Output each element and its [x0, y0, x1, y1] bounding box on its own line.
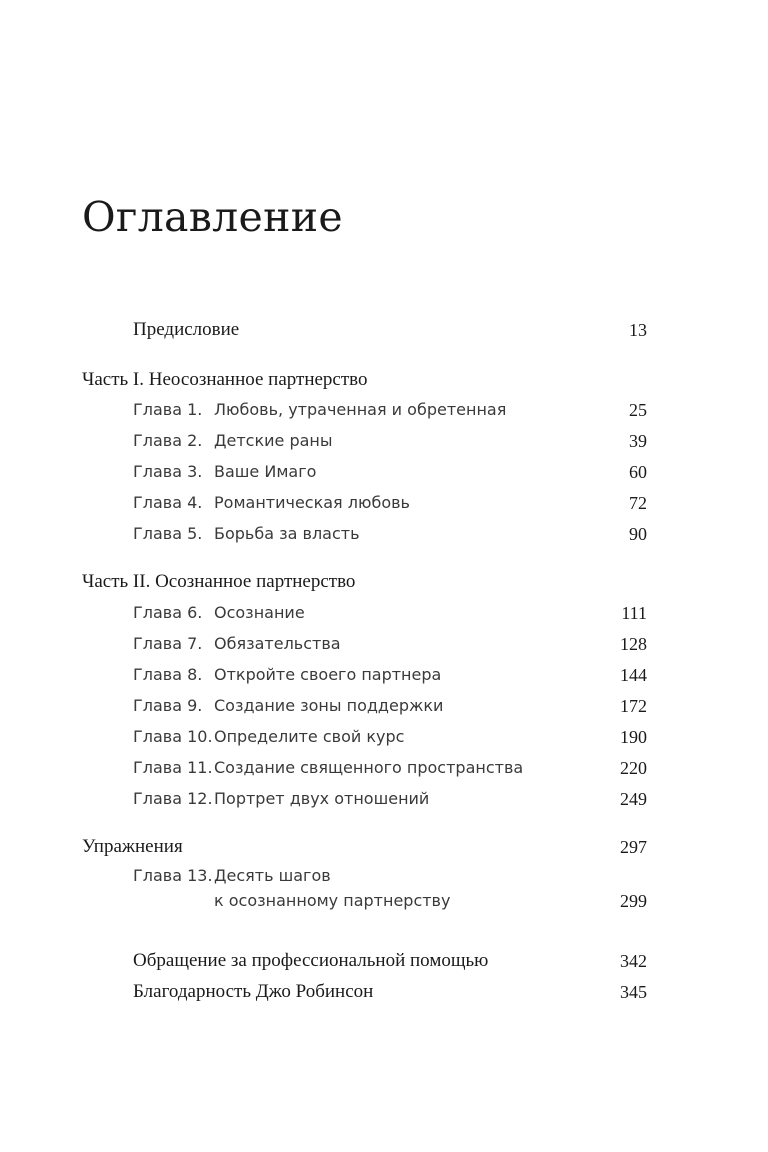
toc-entry-preface[interactable] [0, 318, 768, 342]
page-number: 128 [620, 634, 647, 654]
chapter-label: Глава 4. [133, 493, 203, 512]
page-number: 342 [620, 951, 647, 971]
chapter-label: Глава 10. [133, 727, 213, 746]
toc-chapter-13-continued[interactable] [0, 889, 768, 913]
toc-part-1[interactable] [0, 368, 768, 392]
page-title: Оглавление [82, 193, 343, 242]
chapter-title: Определите свой курс [214, 727, 405, 746]
chapter-title: Создание священного пространства [214, 758, 524, 777]
chapter-title: Откройте своего партнера [214, 665, 442, 684]
page-number: 144 [620, 665, 647, 685]
toc-chapter-1[interactable] [0, 398, 768, 422]
page-number: 25 [629, 400, 647, 420]
toc-chapter-8[interactable] [0, 663, 768, 687]
page-number: 13 [629, 320, 647, 340]
chapter-title: Осознание [214, 603, 305, 622]
chapter-title-continued: к осознанному партнерству [214, 891, 451, 910]
toc-chapter-5[interactable] [0, 522, 768, 546]
chapter-label: Глава 7. [133, 634, 203, 653]
page-number: 60 [629, 462, 647, 482]
page-number: 90 [629, 524, 647, 544]
page-number: 220 [620, 758, 647, 778]
toc-entry-acknowledgements[interactable] [0, 980, 768, 1004]
toc-chapter-6[interactable] [0, 601, 768, 625]
page-number: 249 [620, 789, 647, 809]
toc-chapter-2[interactable] [0, 429, 768, 453]
chapter-label: Глава 5. [133, 524, 203, 543]
chapter-label: Глава 11. [133, 758, 213, 777]
toc-chapter-7[interactable] [0, 632, 768, 656]
toc-part-2[interactable] [0, 570, 768, 594]
chapter-title: Обязательства [214, 634, 341, 653]
chapter-title: Борьба за власть [214, 524, 360, 543]
chapter-title: Детские раны [214, 431, 333, 450]
part-label: Часть II. Осознанное партнерство [82, 571, 356, 592]
toc-chapter-4[interactable] [0, 491, 768, 515]
toc-chapter-11[interactable] [0, 756, 768, 780]
toc-chapter-13[interactable] [0, 864, 768, 888]
toc-chapter-12[interactable] [0, 787, 768, 811]
toc-chapter-9[interactable] [0, 694, 768, 718]
chapter-title: Ваше Имаго [214, 462, 317, 481]
chapter-label: Глава 13. [133, 866, 213, 885]
back-matter-label: Благодарность Джо Робинсон [133, 981, 374, 1002]
chapter-title: Создание зоны поддержки [214, 696, 444, 715]
page-number: 297 [620, 837, 647, 857]
exercises-label: Упражнения [82, 836, 183, 857]
chapter-title: Романтическая любовь [214, 493, 410, 512]
toc-exercises[interactable] [0, 835, 768, 859]
toc-chapter-10[interactable] [0, 725, 768, 749]
chapter-label: Глава 3. [133, 462, 203, 481]
page-number: 190 [620, 727, 647, 747]
toc-entry-professional-help[interactable] [0, 949, 768, 973]
chapter-title: Портрет двух отношений [214, 789, 430, 808]
back-matter-label: Обращение за профессиональной помощью [133, 950, 489, 971]
chapter-label: Глава 2. [133, 431, 203, 450]
page-number: 111 [621, 603, 647, 623]
chapter-title: Любовь, утраченная и обретенная [214, 400, 507, 419]
chapter-title: Десять шагов [214, 866, 331, 885]
chapter-label: Глава 6. [133, 603, 203, 622]
page-number: 345 [620, 982, 647, 1002]
toc-chapter-3[interactable] [0, 460, 768, 484]
page-number: 172 [620, 696, 647, 716]
chapter-label: Глава 9. [133, 696, 203, 715]
chapter-label: Глава 1. [133, 400, 203, 419]
chapter-label: Глава 8. [133, 665, 203, 684]
part-label: Часть I. Неосознанное партнерство [82, 369, 368, 390]
page-number: 72 [629, 493, 647, 513]
page-number: 299 [620, 891, 647, 911]
page-number: 39 [629, 431, 647, 451]
preface-label: Предисловие [133, 319, 240, 340]
chapter-label: Глава 12. [133, 789, 213, 808]
